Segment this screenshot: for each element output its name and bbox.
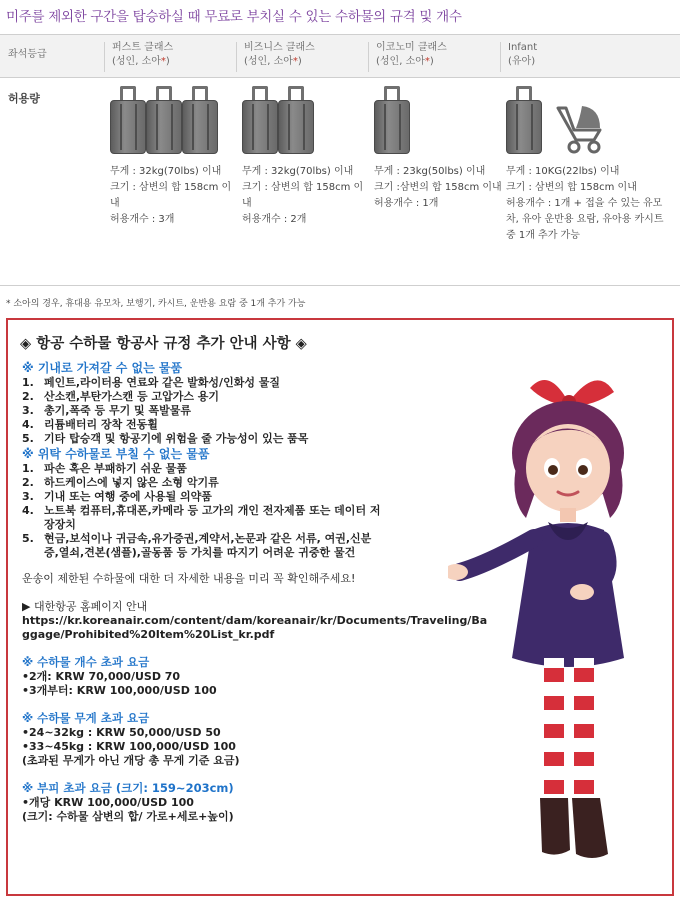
item-number: 3. xyxy=(22,490,34,503)
fee-line: •3개부터: KRW 100,000/USD 100 xyxy=(22,684,217,697)
divider xyxy=(0,285,680,286)
suitcase-icon xyxy=(146,86,182,154)
item-text: 기타 탑승객 및 항공기에 위험을 줄 가능성이 있는 품목 xyxy=(44,432,309,445)
header-seat-class: 좌석등급 xyxy=(8,49,47,60)
list-item xyxy=(22,476,382,490)
weight-text: 무게 : 10KG(22lbs) 이내 xyxy=(506,166,620,177)
header-sub: (성인, 소아 xyxy=(112,56,161,67)
header-sub-end: ) xyxy=(297,56,302,67)
stroller-icon xyxy=(554,100,604,154)
item-number: 3. xyxy=(22,404,34,417)
item-text: 페인트,라이터용 연료와 같은 발화성/인화성 물질 xyxy=(44,376,281,389)
item-number: 1. xyxy=(22,376,34,389)
bag-icons xyxy=(506,86,666,154)
notice-body xyxy=(22,360,502,824)
list-item xyxy=(22,404,502,418)
row-label-allowance: 허용량 xyxy=(8,92,40,105)
bag-icons xyxy=(374,86,502,154)
star-mark: * xyxy=(292,56,298,67)
header-economy-class xyxy=(376,41,447,69)
notice-box xyxy=(6,318,674,896)
size-text: 크기 :삼변의 합 158cm 이내 xyxy=(374,182,502,193)
section-carry-on-prohibited-title: ※ 기내로 가져갈 수 없는 물품 xyxy=(22,361,183,375)
allowance-info xyxy=(374,164,502,212)
weight-text: 무게 : 23kg(50lbs) 이내 xyxy=(374,166,486,177)
item-text: 리튬배터리 장착 전동휠 xyxy=(44,418,158,431)
header-sub: (유아) xyxy=(508,56,536,67)
notice-title: ◈ 항공 수하물 항공사 규정 추가 안내 사항 ◈ xyxy=(20,336,307,352)
header-sub: (성인, 소아 xyxy=(244,56,293,67)
list-item xyxy=(22,418,502,432)
header-label: 퍼스트 클래스 xyxy=(112,42,174,53)
star-mark: * xyxy=(160,56,166,67)
list-item xyxy=(22,532,382,560)
header-infant xyxy=(508,41,537,69)
fee-weight-block xyxy=(22,710,502,768)
header-sub-end: ) xyxy=(165,56,170,67)
bag-icons xyxy=(242,86,370,154)
table-body xyxy=(0,78,680,283)
item-text: 파손 혹은 부패하기 쉬운 물품 xyxy=(44,462,187,475)
checked-prohibited-list xyxy=(22,462,382,560)
item-number: 4. xyxy=(22,504,34,517)
item-number: 4. xyxy=(22,418,34,431)
footnote: * 소아의 경우, 휴대용 유모차, 보행기, 카시트, 운반용 요람 중 1개 추가 가능 xyxy=(6,299,306,309)
item-number: 5. xyxy=(22,432,34,445)
fee-line: •개당 KRW 100,000/USD 100 xyxy=(22,796,194,809)
item-number: 1. xyxy=(22,462,34,475)
weight-text: 무게 : 32kg(70lbs) 이내 xyxy=(110,166,222,177)
suitcase-icon xyxy=(242,86,278,154)
list-item xyxy=(22,376,502,390)
count-text: 허용개수 : 2개 xyxy=(242,214,307,225)
suitcase-icon xyxy=(278,86,314,154)
carry-on-prohibited-list xyxy=(22,376,502,446)
item-text: 현금,보석이나 귀금속,유가증권,계약서,논문과 같은 서류, 여권,신분증,열쇠,견본(샘플),골동품 등 가치를 따지기 어려운 귀중한 물건 xyxy=(44,532,372,559)
count-text: 허용개수 : 3개 xyxy=(110,214,175,225)
count-text: 허용개수 : 1개 xyxy=(374,198,439,209)
fee-line: •33~45kg : KRW 100,000/USD 100 xyxy=(22,740,236,753)
advice-text: 운송이 제한된 수하물에 대한 더 자세한 내용을 미리 꼭 확인해주세요! xyxy=(22,572,356,585)
list-item xyxy=(22,390,502,404)
fee-line: (크기: 수하물 삼변의 합/ 가로+세로+높이) xyxy=(22,810,234,823)
size-text: 크기 : 삼변의 합 158cm 이내 xyxy=(242,182,364,209)
column-economy-class xyxy=(374,86,502,212)
item-number: 2. xyxy=(22,476,34,489)
column-first-class xyxy=(110,86,238,228)
fee-line: (초과된 무게가 아닌 개당 총 무게 기준 요금) xyxy=(22,754,240,767)
fee-weight-title: ※ 수하물 무게 초과 요금 xyxy=(22,711,150,725)
suitcase-icon xyxy=(374,86,410,154)
suitcase-icon xyxy=(506,86,542,154)
cartoon-girl-illustration xyxy=(448,358,668,888)
allowance-info xyxy=(242,164,370,228)
size-text: 크기 : 삼변의 합 158cm 이내 xyxy=(110,182,232,209)
suitcase-icon xyxy=(110,86,146,154)
header-label: 비즈니스 클래스 xyxy=(244,42,315,53)
item-number: 2. xyxy=(22,390,34,403)
column-infant xyxy=(506,86,666,244)
header-business-class xyxy=(244,41,315,69)
star-mark: * xyxy=(424,56,430,67)
column-business-class xyxy=(242,86,370,228)
list-item xyxy=(22,432,502,446)
page-title: 미주를 제외한 구간을 탑승하실 때 무료로 부치실 수 있는 수하물의 규격 및 개수 xyxy=(6,9,462,25)
size-text: 크기 : 삼변의 합 158cm 이내 xyxy=(506,182,637,193)
list-item xyxy=(22,504,382,532)
fee-count-block xyxy=(22,654,502,698)
fee-size-title: ※ 부피 초과 요금 (크기: 159~203cm) xyxy=(22,781,234,795)
link-label: ▶ 대한항공 홈페이지 안내 xyxy=(22,600,148,613)
allowance-info xyxy=(110,164,238,228)
item-text: 노트북 컴퓨터,휴대폰,카메라 등 고가의 개인 전자제품 또는 데이터 저장장치 xyxy=(44,504,381,531)
fee-line: •2개: KRW 70,000/USD 70 xyxy=(22,670,181,683)
count-text: 허용개수 : 1개 + 접을 수 있는 유모차, 유아 운반용 요람, 유아용 카시트 중 1개 추가 가능 xyxy=(506,198,664,241)
item-text: 산소캔,부탄가스캔 등 고압가스 용기 xyxy=(44,390,220,403)
section-checked-prohibited-title: ※ 위탁 수하물로 부칠 수 없는 물품 xyxy=(22,447,210,461)
header-first-class xyxy=(112,41,173,69)
header-sub: (성인, 소아 xyxy=(376,56,425,67)
header-label: 이코노미 클래스 xyxy=(376,42,447,53)
item-text: 하드케이스에 넣지 않은 소형 악기류 xyxy=(44,476,219,489)
item-text: 기내 또는 여행 중에 사용될 의약품 xyxy=(44,490,212,503)
item-number: 5. xyxy=(22,532,34,545)
weight-text: 무게 : 32kg(70lbs) 이내 xyxy=(242,166,354,177)
list-item xyxy=(22,490,382,504)
list-item xyxy=(22,462,382,476)
homepage-link-block xyxy=(22,600,502,642)
allowance-info xyxy=(506,164,666,244)
fee-count-title: ※ 수하물 개수 초과 요금 xyxy=(22,655,150,669)
table-header xyxy=(0,34,680,78)
bag-icons xyxy=(110,86,238,154)
header-label: Infant xyxy=(508,42,538,53)
fee-line: •24~32kg : KRW 50,000/USD 50 xyxy=(22,726,221,739)
fee-size-block xyxy=(22,780,502,824)
item-text: 총기,폭죽 등 무기 및 폭발물류 xyxy=(44,404,192,417)
suitcase-icon xyxy=(182,86,218,154)
header-sub-end: ) xyxy=(429,56,434,67)
prohibited-items-link[interactable]: https://kr.koreanair.com/content/dam/koreanair/kr/Documents/Traveling/Baggage/Prohibited%20Item%20List_kr.pdf xyxy=(22,614,488,641)
